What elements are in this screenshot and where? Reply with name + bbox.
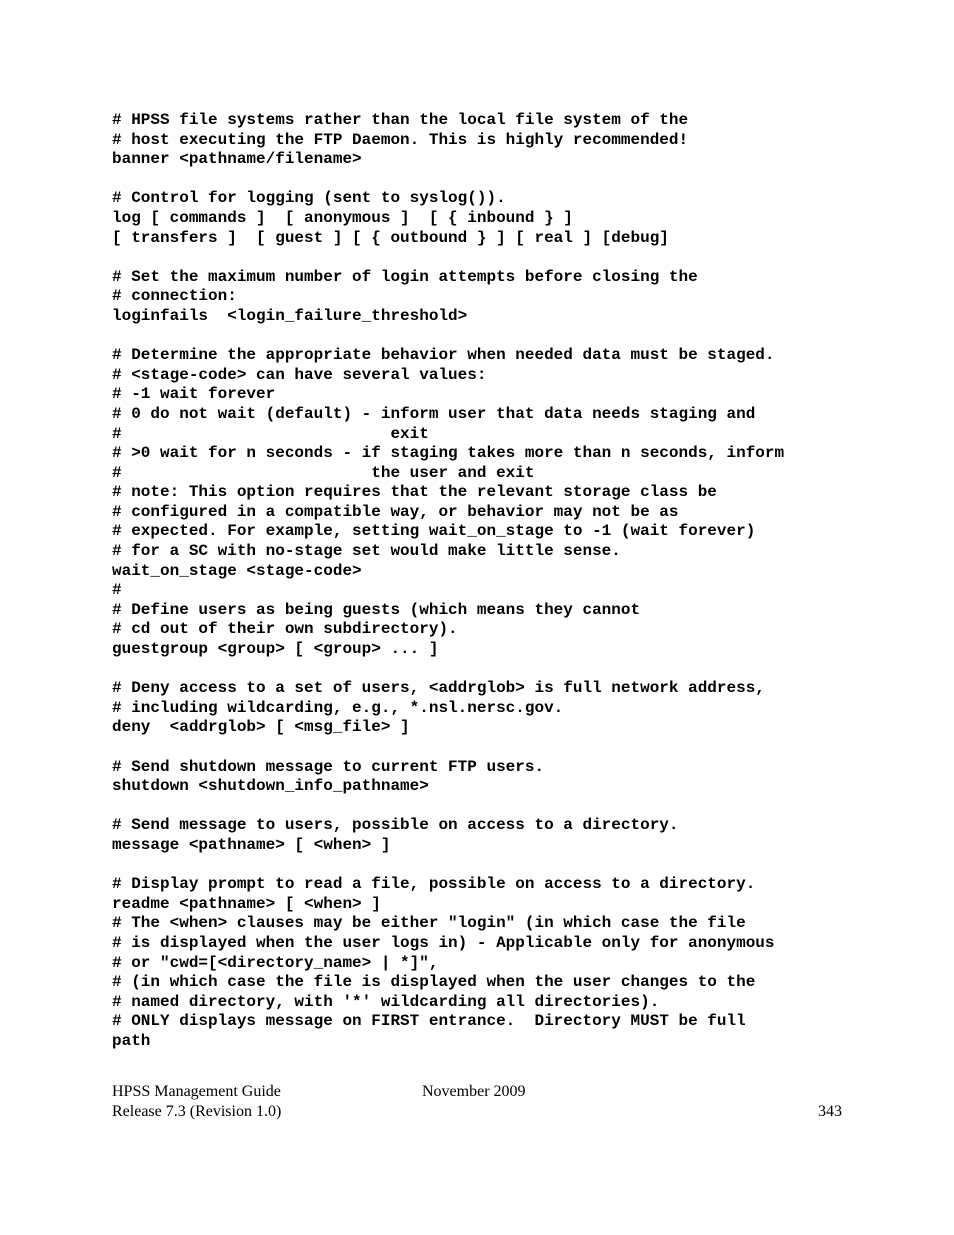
footer-guide-title: HPSS Management Guide	[112, 1083, 281, 1100]
code-line: # The <when> clauses may be either "login" (in which case the file	[112, 914, 746, 933]
page-footer	[112, 1082, 842, 1122]
code-line: # Control for logging (sent to syslog()).	[112, 189, 506, 208]
blank-line	[112, 170, 912, 190]
blank-line	[112, 856, 912, 876]
code-line: # for a SC with no-stage set would make little sense.	[112, 542, 621, 561]
footer-page-number: 343	[818, 1103, 842, 1120]
code-line: # host executing the FTP Daemon. This is highly recommended!	[112, 130, 689, 149]
code-line: wait_on_stage <stage-code>	[112, 561, 362, 580]
code-line: guestgroup <group> [ <group> ... ]	[112, 640, 439, 659]
code-line: [ transfers ] [ guest ] [ { outbound } ] [ real ] [debug]	[112, 228, 669, 247]
blank-line	[112, 248, 912, 268]
code-line: # HPSS file systems rather than the local file system of the	[112, 111, 689, 129]
code-line: # Define users as being guests (which means they cannot	[112, 600, 641, 619]
footer-release: Release 7.3 (Revision 1.0)	[112, 1103, 282, 1120]
code-line: # 0 do not wait (default) - inform user that data needs staging and	[112, 404, 756, 423]
code-line: path	[112, 1031, 151, 1050]
code-line: # expected. For example, setting wait_on_stage to -1 (wait forever)	[112, 522, 756, 541]
blank-line	[112, 738, 912, 758]
code-line: # Display prompt to read a file, possible on access to a directory.	[112, 875, 756, 894]
code-line: log [ commands ] [ anonymous ] [ { inbound } ]	[112, 208, 573, 227]
code-line: # is displayed when the user logs in) - Applicable only for anonymous	[112, 933, 775, 952]
blank-line	[112, 660, 912, 680]
code-line: # configured in a compatible way, or behavior may not be as	[112, 502, 679, 521]
code-line: # Send message to users, possible on access to a directory.	[112, 816, 679, 835]
code-line: readme <pathname> [ <when> ]	[112, 894, 381, 913]
code-line: message <pathname> [ <when> ]	[112, 835, 391, 854]
code-line: deny <addrglob> [ <msg_file> ]	[112, 718, 410, 737]
code-line: # or "cwd=[<directory_name> | *]",	[112, 953, 439, 972]
blank-line	[112, 797, 912, 817]
code-line: # Set the maximum number of login attempts before closing the	[112, 267, 698, 286]
footer-date: November 2009	[422, 1083, 526, 1100]
code-line: # -1 wait forever	[112, 385, 276, 404]
code-line: # Determine the appropriate behavior when needed data must be staged.	[112, 346, 775, 365]
code-line: # <stage-code> can have several values:	[112, 365, 487, 384]
code-line: # note: This option requires that the relevant storage class be	[112, 483, 717, 502]
code-line: banner <pathname/filename>	[112, 150, 362, 169]
code-line: # Deny access to a set of users, <addrglob> is full network address,	[112, 679, 765, 698]
code-listing	[112, 111, 912, 1052]
code-line: # cd out of their own subdirectory).	[112, 620, 458, 639]
code-line: # exit	[112, 424, 429, 443]
code-line: # (in which case the file is displayed when the user changes to the	[112, 973, 756, 992]
code-line: # Send shutdown message to current FTP users.	[112, 757, 545, 776]
code-line: #	[112, 581, 122, 600]
code-line: # the user and exit	[112, 463, 535, 482]
code-line: # connection:	[112, 287, 237, 306]
code-line: loginfails <login_failure_threshold>	[112, 306, 468, 325]
code-line: # named directory, with '*' wildcarding all directories).	[112, 992, 660, 1011]
code-line: # including wildcarding, e.g., *.nsl.nersc.gov.	[112, 698, 564, 717]
code-line: # ONLY displays message on FIRST entrance. Directory MUST be full	[112, 1012, 746, 1031]
blank-line	[112, 327, 912, 347]
code-line: # >0 wait for n seconds - if staging takes more than n seconds, inform	[112, 444, 785, 463]
code-line: shutdown <shutdown_info_pathname>	[112, 777, 429, 796]
